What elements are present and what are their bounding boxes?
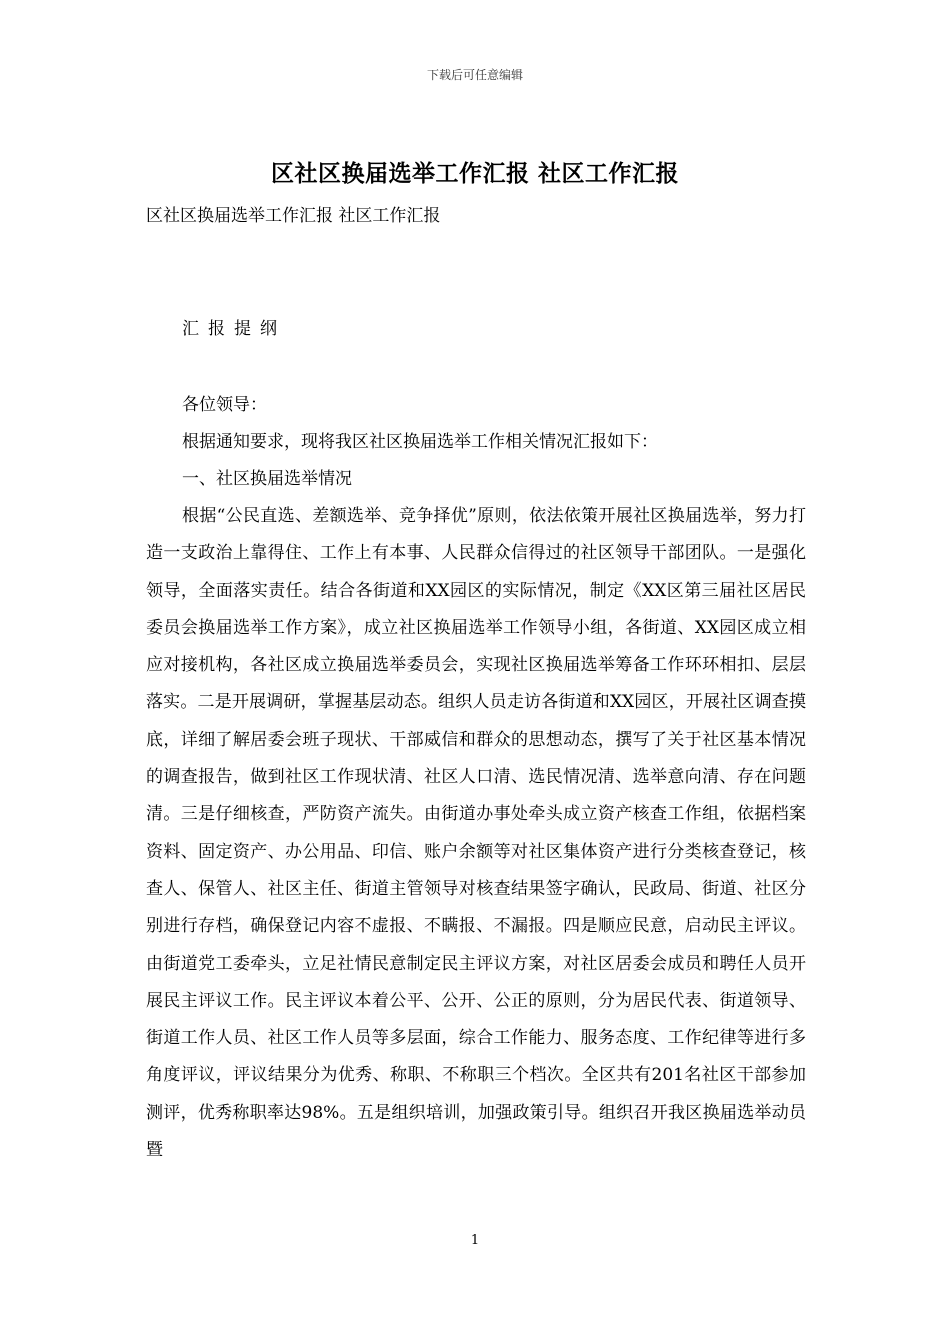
section-heading: 一、社区换届选举情况 xyxy=(182,469,352,489)
document-title: 区社区换届选举工作汇报 社区工作汇报 xyxy=(270,160,679,187)
page-header-note: 下载后可任意编辑 xyxy=(426,68,523,82)
page-number: 1 xyxy=(470,1233,480,1248)
outline-heading: 汇报提纲 xyxy=(182,319,286,339)
body-paragraph: 根据“公民直选、差额选举、竞争择优”原则，依法依策开展社区换届选举，努力打造一支政治上靠得住、工作上有本事、人民群众信得过的社区领导干部团队。一是强化领导，全面落实责任。结合各街道和XX园区的实际情况，制定《XX区第三届社区居民委员会换届选举工作方案》，成立社区换届选举工作领导小组，各街道、XX园区成立相应对接机构，各社区成立换届选举委员会，实现社区换届选举筹备工作环环相扣、层层落实。二是开展调研，掌握基层动态。组织人员走访各街道和XX园区，开展社区调查摸底，详细了解居委会班子现状、干部威信和群众的思想动态，撰写了关于社区基本情况的调查报告，做到社区工作现状清、社区人口清、选民情况清、选举意向清、存在问题清。三是仔细核查，严防资产流失。由街道办事处牵头成立资产核查工作组，依据档案资料、固定资产、办公用品、印信、账户余额等对社区集体资产进行分类核查登记，核查人、保管人、社区主任、街道主管领导对核查结果签字确认，民政局、街道、社区分别进行存档，确保登记内容不虚报、不瞒报、不漏报。四是顺应民意，启动民主评议。由街道党工委牵头，立足社情民意制定民主评议方案，对社区居委会成员和聘任人员开展民主评议工作。民主评议本着公平、公开、公正的原则，分为居民代表、街道领导、街道工作人员、社区工作人员等多层面，综合工作能力、服务态度、工作纪律等进行多角度评议，评议结果分为优秀、称职、不称职三个档次。全区共有201名社区干部参加测评，优秀称职率达98%。五是组织培训，加强政策引导。组织召开我区换届选举动员暨 xyxy=(146,506,806,1161)
document-subtitle: 区社区换届选举工作汇报 社区工作汇报 xyxy=(146,206,441,226)
greeting: 各位领导： xyxy=(182,395,267,415)
intro-sentence: 根据通知要求，现将我区社区换届选举工作相关情况汇报如下： xyxy=(182,432,658,452)
